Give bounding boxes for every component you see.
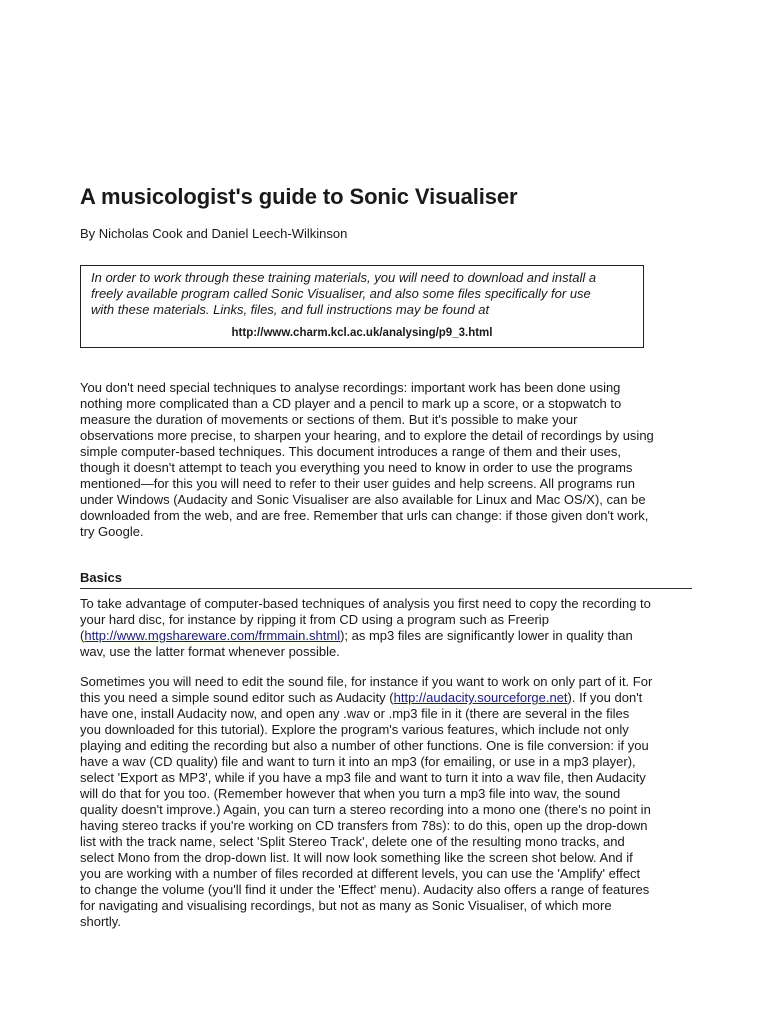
basics-line: wav, use the latter format whenever possible. [80,644,340,659]
basics-line: shortly. [80,914,121,929]
basics-line-rest: ); as mp3 files are significantly lower in quality than [340,628,633,643]
basics-line: quality doesn't improve.) Again, you can turn a stereo recording into a mono one (there's no point in [80,802,651,817]
intro-line: downloaded from the web, and are free. Remember that urls can change: if those given don't work, [80,508,649,523]
basics-line: you downloaded for this tutorial). Explore the program's various features, which include not only [80,722,629,737]
intro-line: mentioned—for this you will need to refer to their user guides and help screens. All programs run [80,476,635,491]
basics-line [80,690,692,706]
basics-line: select 'Export as MP3', while if you have a mp3 file and want to turn it into a wav file, then Audacity [80,770,646,785]
basics-line: To take advantage of computer-based techniques of analysis you first need to copy the recording to [80,596,651,611]
notice-box [80,265,644,348]
notice-url[interactable]: http://www.charm.kcl.ac.uk/analysing/p9_3.html [231,327,493,339]
basics-paragraph-2 [80,674,692,930]
basics-paragraph-1 [80,596,692,660]
basics-line: Sometimes you will need to edit the sound file, for instance if you want to work on only part of it. For [80,674,653,689]
audacity-link[interactable]: http://audacity.sourceforge.net [393,690,568,705]
intro-paragraph [80,380,692,540]
notice-line: freely available program called Sonic Visualiser, and also some files specifically for use [91,286,591,301]
intro-line: try Google. [80,524,144,539]
basics-line: have one, install Audacity now, and open any .wav or .mp3 file in it (there are several in the files [80,706,630,721]
intro-line: observations more precise, to sharpen your hearing, and to explore the detail of recordings by using [80,428,654,443]
intro-line: measure the duration of movements or sections of them. But it's possible to make your [80,412,578,427]
basics-line [80,628,692,644]
basics-line: have a wav (CD quality) file and want to turn it into an mp3 (for emailing, or use in a mp3 player), [80,754,636,769]
notice-line: In order to work through these training materials, you will need to download and install a [91,270,597,285]
intro-line: nothing more complicated than a CD player and a pencil to mark up a score, or a stopwatch to [80,396,622,411]
basics-line-end: ). If you don't [567,690,643,705]
intro-line: You don't need special techniques to analyse recordings: important work has been done using [80,380,621,395]
basics-line: your hard disc, for instance by ripping it from CD using a program such as Freerip [80,612,549,627]
document-title: A musicologist's guide to Sonic Visualiser [80,184,518,209]
basics-line-start: this you need a simple sound editor such as Audacity ( [80,690,394,705]
notice-text [91,270,633,318]
freerip-link[interactable]: http://www.mgshareware.com/frmmain.shtml [84,628,341,643]
basics-line: list with the track name, select 'Split Stereo Track', delete one of the resulting mono tracks, and [80,834,625,849]
basics-line: you are working with a number of files recorded at different levels, you can use the 'Amplify' effect [80,866,641,881]
basics-line: will do that for you too. (Remember however that when you turn a mp3 file into wav, the sound [80,786,621,801]
basics-line: select Mono from the drop-down list. It will now look something like the screen shot below. And if [80,850,633,865]
basics-line: playing and editing the recording but also a number of other functions. One is file conversion: if you [80,738,649,753]
basics-line: to change the volume (you'll find it under the 'Effect' menu). Audacity also offers a range of features [80,882,650,897]
notice-line: with these materials. Links, files, and full instructions may be found at [91,302,490,317]
intro-line: though it doesn't attempt to teach you everything you need to know in order to use the programs [80,460,633,475]
basics-line: having stereo tracks if you're working on CD transfers from 78s): to do this, open up the drop-down [80,818,648,833]
intro-line: under Windows (Audacity and Sonic Visualiser are also available for Linux and Mac OS/X), can be [80,492,646,507]
intro-line: simple computer-based techniques. This document introduces a range of them and their uses, [80,444,622,459]
paren-open: ( [80,628,85,643]
authors-line: By Nicholas Cook and Daniel Leech-Wilkinson [80,226,348,241]
basics-line: for navigating and visualising recordings, but not as many as Sonic Visualiser, of which more [80,898,612,913]
section-heading-basics: Basics [80,570,692,589]
document-page [80,0,692,1024]
